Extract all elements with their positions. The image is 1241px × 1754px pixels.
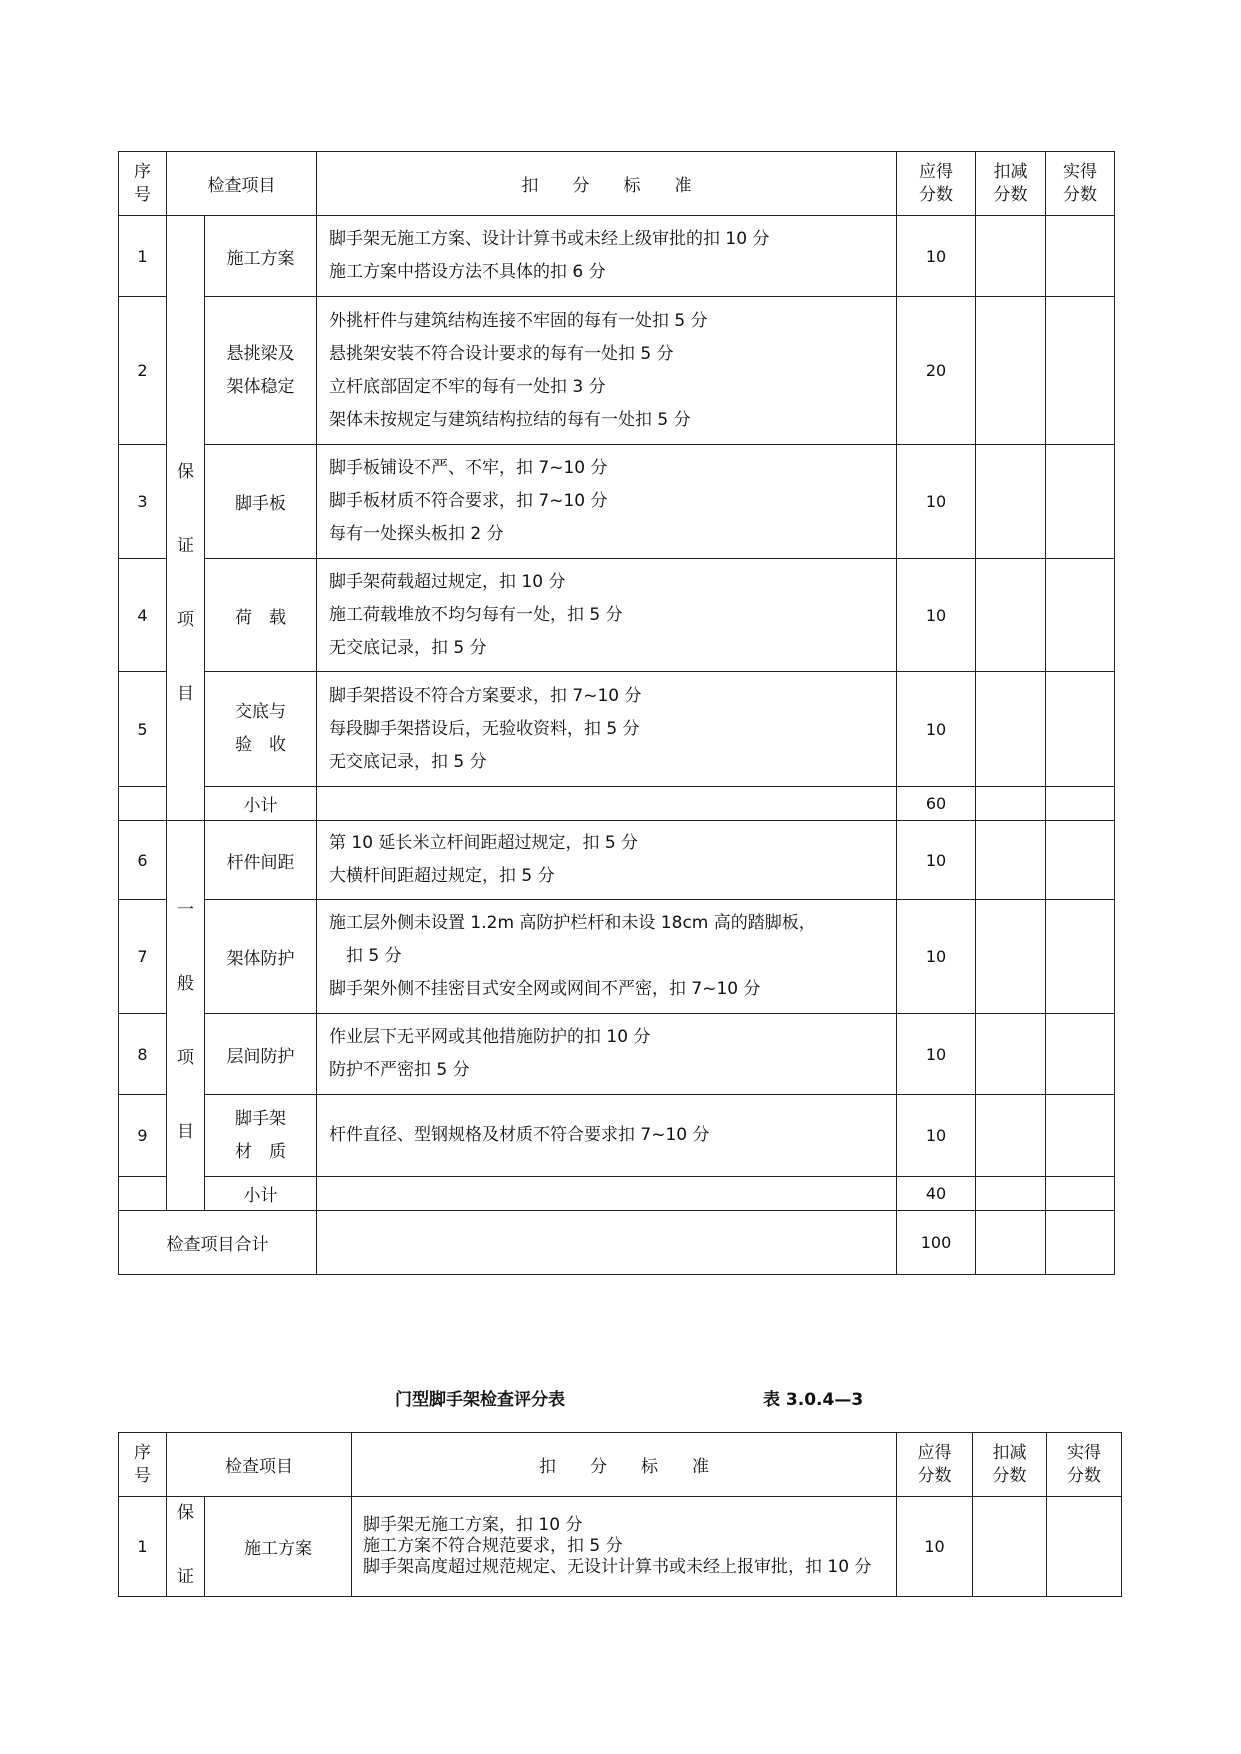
row-criteria: 脚手板铺设不严、不牢，扣 7~10 分 脚手板材质不符合要求，扣 7~10 分 每有一处探头板扣 2 分 xyxy=(317,445,897,559)
row-criteria: 第 10 延长米立杆间距超过规定，扣 5 分 大横杆间距超过规定，扣 5 分 xyxy=(317,821,897,900)
actual-cell[interactable] xyxy=(1046,900,1115,1014)
group-guarantee xyxy=(167,1497,205,1597)
row-no: 8 xyxy=(119,1014,167,1095)
row-no: 6 xyxy=(119,821,167,900)
row-item: 施工方案 xyxy=(205,216,317,297)
actual-cell[interactable] xyxy=(1046,672,1115,787)
group-char: 证 xyxy=(177,1567,194,1587)
row-criteria: 施工层外侧未设置 1.2m 高防护栏杆和未设 18cm 高的踏脚板， 扣 5 分 脚手架外侧不挂密目式安全网或网间不严密，扣 7~10 分 xyxy=(317,900,897,1014)
row-score: 10 xyxy=(897,1497,973,1597)
row-no: 2 xyxy=(119,297,167,445)
row-criteria: 脚手架无施工方案，扣 10 分 施工方案不符合规范要求，扣 5 分 脚手架高度超过规范规定、无设计计算书或未经上报审批，扣 10 分 xyxy=(352,1497,897,1597)
deduct-cell[interactable] xyxy=(976,672,1046,787)
header-actual: 实得分数 xyxy=(1047,1433,1122,1497)
group-char: 项 xyxy=(177,610,194,630)
header-no: 序号 xyxy=(119,152,167,216)
row-item: 施工方案 xyxy=(205,1497,352,1597)
group-char: 证 xyxy=(177,536,194,556)
header-criteria: 扣 分 标 准 xyxy=(352,1433,897,1497)
group-char: 保 xyxy=(177,1503,194,1523)
row-criteria: 作业层下无平网或其他措施防护的扣 10 分 防护不严密扣 5 分 xyxy=(317,1014,897,1095)
deduct-cell[interactable] xyxy=(976,216,1046,297)
actual-cell[interactable] xyxy=(1046,787,1115,821)
subtotal-score: 40 xyxy=(897,1177,976,1211)
table2-code: 表 3.0.4—3 xyxy=(763,1390,864,1410)
group-char: 目 xyxy=(177,684,194,704)
table-row xyxy=(119,821,1115,900)
group-guarantee xyxy=(167,216,205,821)
actual-cell[interactable] xyxy=(1046,559,1115,672)
actual-cell[interactable] xyxy=(1046,216,1115,297)
actual-cell[interactable] xyxy=(1046,1211,1115,1275)
total-row xyxy=(119,1211,1115,1275)
row-no: 1 xyxy=(119,1497,167,1597)
row-criteria: 外挑杆件与建筑结构连接不牢固的每有一处扣 5 分 悬挑架安装不符合设计要求的每有一处扣 5 分 立杆底部固定不牢的每有一处扣 3 分 架体未按规定与建筑结构拉结的每有一处扣 5 分 xyxy=(317,297,897,445)
row-item: 交底与验 收 xyxy=(205,672,317,787)
deduct-cell[interactable] xyxy=(976,1177,1046,1211)
actual-cell[interactable] xyxy=(1046,1095,1115,1177)
row-criteria: 杆件直径、型钢规格及材质不符合要求扣 7~10 分 xyxy=(317,1095,897,1177)
group-char: 项 xyxy=(177,1047,194,1068)
deduct-cell[interactable] xyxy=(976,297,1046,445)
table-row xyxy=(119,900,1115,1014)
header-should: 应得分数 xyxy=(897,152,976,216)
actual-cell[interactable] xyxy=(1047,1497,1122,1597)
row-item: 层间防护 xyxy=(205,1014,317,1095)
row-score: 10 xyxy=(897,216,976,297)
group-char: 目 xyxy=(177,1121,194,1142)
deduct-cell[interactable] xyxy=(976,1014,1046,1095)
header-item: 检查项目 xyxy=(167,152,317,216)
header-criteria: 扣 分 标 准 xyxy=(317,152,897,216)
table-row xyxy=(119,445,1115,559)
table-row xyxy=(119,1095,1115,1177)
actual-cell[interactable] xyxy=(1046,445,1115,559)
actual-cell[interactable] xyxy=(1046,1177,1115,1211)
subtotal-row xyxy=(119,1177,1115,1211)
header-row xyxy=(119,152,1115,216)
table-row xyxy=(119,559,1115,672)
actual-cell[interactable] xyxy=(1046,821,1115,900)
group-char: 保 xyxy=(177,462,194,482)
row-no: 7 xyxy=(119,900,167,1014)
header-deduct: 扣减分数 xyxy=(976,152,1046,216)
actual-cell[interactable] xyxy=(1046,297,1115,445)
header-deduct: 扣减分数 xyxy=(973,1433,1047,1497)
header-no: 序号 xyxy=(119,1433,167,1497)
group-char: 般 xyxy=(177,973,194,994)
header-row xyxy=(119,1433,1122,1497)
group-general xyxy=(167,821,205,1211)
row-criteria: 脚手架无施工方案、设计计算书或未经上级审批的扣 10 分 施工方案中搭设方法不具体的扣 6 分 xyxy=(317,216,897,297)
row-criteria: 脚手架搭设不符合方案要求，扣 7~10 分 每段脚手架搭设后，无验收资料，扣 5 分 无交底记录，扣 5 分 xyxy=(317,672,897,787)
row-no xyxy=(119,1177,167,1211)
deduct-cell[interactable] xyxy=(976,559,1046,672)
row-score: 10 xyxy=(897,672,976,787)
subtotal-row xyxy=(119,787,1115,821)
deduct-cell[interactable] xyxy=(976,1211,1046,1275)
row-item: 脚手架材 质 xyxy=(205,1095,317,1177)
deduct-cell[interactable] xyxy=(976,900,1046,1014)
subtotal-score: 60 xyxy=(897,787,976,821)
row-score: 10 xyxy=(897,900,976,1014)
table-row xyxy=(119,672,1115,787)
row-score: 10 xyxy=(897,559,976,672)
table-row xyxy=(119,297,1115,445)
row-item: 悬挑梁及架体稳定 xyxy=(205,297,317,445)
table-row xyxy=(119,1497,1122,1597)
deduct-cell[interactable] xyxy=(976,787,1046,821)
row-item: 架体防护 xyxy=(205,900,317,1014)
deduct-cell[interactable] xyxy=(973,1497,1047,1597)
row-score: 20 xyxy=(897,297,976,445)
total-label: 检查项目合计 xyxy=(119,1211,317,1275)
row-criteria: 脚手架荷载超过规定，扣 10 分 施工荷载堆放不均匀每有一处，扣 5 分 无交底记录，扣 5 分 xyxy=(317,559,897,672)
table2-title: 门型脚手架检查评分表 xyxy=(395,1390,565,1410)
table-row xyxy=(119,216,1115,297)
subtotal-label: 小计 xyxy=(205,787,317,821)
total-score: 100 xyxy=(897,1211,976,1275)
row-score: 10 xyxy=(897,821,976,900)
row-score: 10 xyxy=(897,1095,976,1177)
deduct-cell[interactable] xyxy=(976,821,1046,900)
row-item: 脚手板 xyxy=(205,445,317,559)
subtotal-label: 小计 xyxy=(205,1177,317,1211)
header-item: 检查项目 xyxy=(167,1433,352,1497)
row-item: 荷 载 xyxy=(205,559,317,672)
actual-cell[interactable] xyxy=(1046,1014,1115,1095)
row-no: 5 xyxy=(119,672,167,787)
row-score: 10 xyxy=(897,445,976,559)
header-actual: 实得分数 xyxy=(1046,152,1115,216)
total-criteria xyxy=(317,1211,897,1275)
group-char: 一 xyxy=(177,899,194,920)
deduct-cell[interactable] xyxy=(976,1095,1046,1177)
table-row xyxy=(119,1014,1115,1095)
row-criteria xyxy=(317,1177,897,1211)
inspection-table-1 xyxy=(118,151,1115,1275)
header-should: 应得分数 xyxy=(897,1433,973,1497)
row-item: 杆件间距 xyxy=(205,821,317,900)
row-no: 4 xyxy=(119,559,167,672)
row-no: 3 xyxy=(119,445,167,559)
row-no xyxy=(119,787,167,821)
row-criteria xyxy=(317,787,897,821)
row-score: 10 xyxy=(897,1014,976,1095)
deduct-cell[interactable] xyxy=(976,445,1046,559)
row-no: 9 xyxy=(119,1095,167,1177)
inspection-table-2 xyxy=(118,1432,1122,1597)
row-no: 1 xyxy=(119,216,167,297)
